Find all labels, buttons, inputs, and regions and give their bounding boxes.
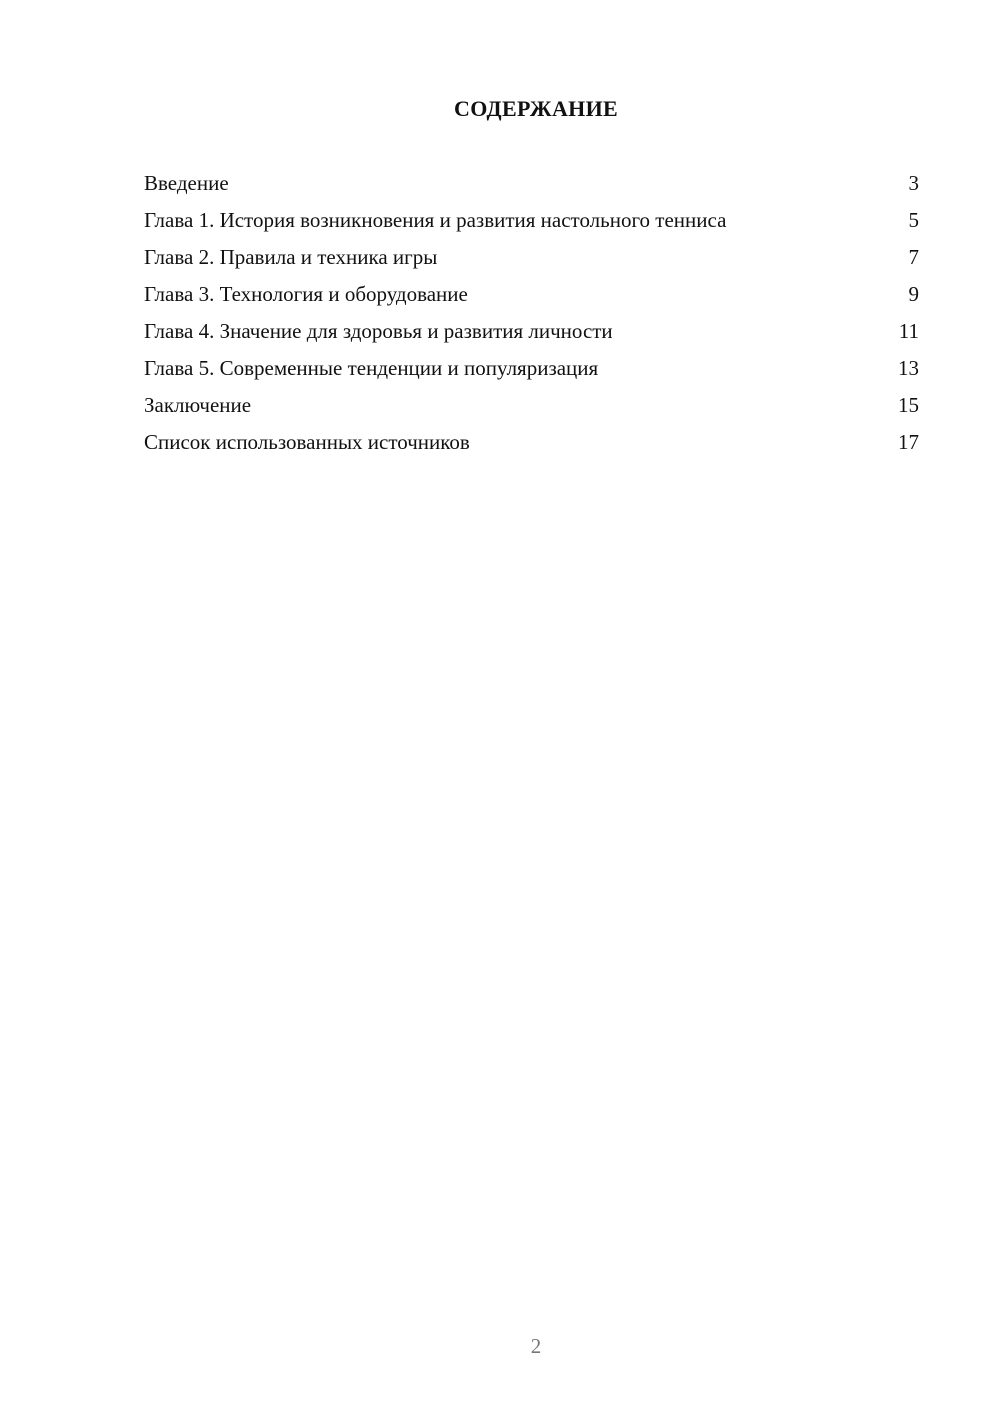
toc-entry-page: 5	[908, 208, 919, 232]
toc-entry-conclusion	[144, 392, 919, 418]
toc-entry-page: 17	[898, 430, 919, 454]
page-title: СОДЕРЖАНИЕ	[454, 96, 618, 121]
toc-entry-label: Глава 1. История возникновения и развития настольного тенниса	[144, 208, 727, 232]
toc-entry-label: Глава 5. Современные тенденции и популяризация	[144, 356, 599, 380]
toc-entry-label: Глава 2. Правила и техника игры	[144, 245, 438, 269]
toc-entry-chapter-1	[144, 207, 919, 233]
toc-entry-page: 15	[898, 393, 919, 417]
toc-entry-page: 9	[908, 282, 919, 306]
toc-entry-chapter-3	[144, 281, 919, 307]
toc-entry-references	[144, 429, 919, 455]
page-number: 2	[530, 1334, 542, 1358]
toc-entry-label: Глава 4. Значение для здоровья и развития личности	[144, 319, 613, 343]
toc-entry-label: Глава 3. Технология и оборудование	[144, 282, 468, 306]
toc-entry-label: Введение	[144, 171, 229, 195]
toc-entry-page: 7	[908, 245, 919, 269]
toc-entry-page: 3	[908, 171, 919, 195]
toc-entry-page: 13	[898, 356, 919, 380]
toc-entry-page: 11	[898, 319, 919, 343]
toc-entry-chapter-4	[144, 318, 919, 344]
table-of-contents	[144, 170, 919, 466]
toc-entry-chapter-5	[144, 355, 919, 381]
toc-entry-label: Список использованных источников	[144, 430, 470, 454]
toc-entry-label: Заключение	[144, 393, 252, 417]
toc-entry-chapter-2	[144, 244, 919, 270]
toc-entry-introduction	[144, 170, 919, 196]
